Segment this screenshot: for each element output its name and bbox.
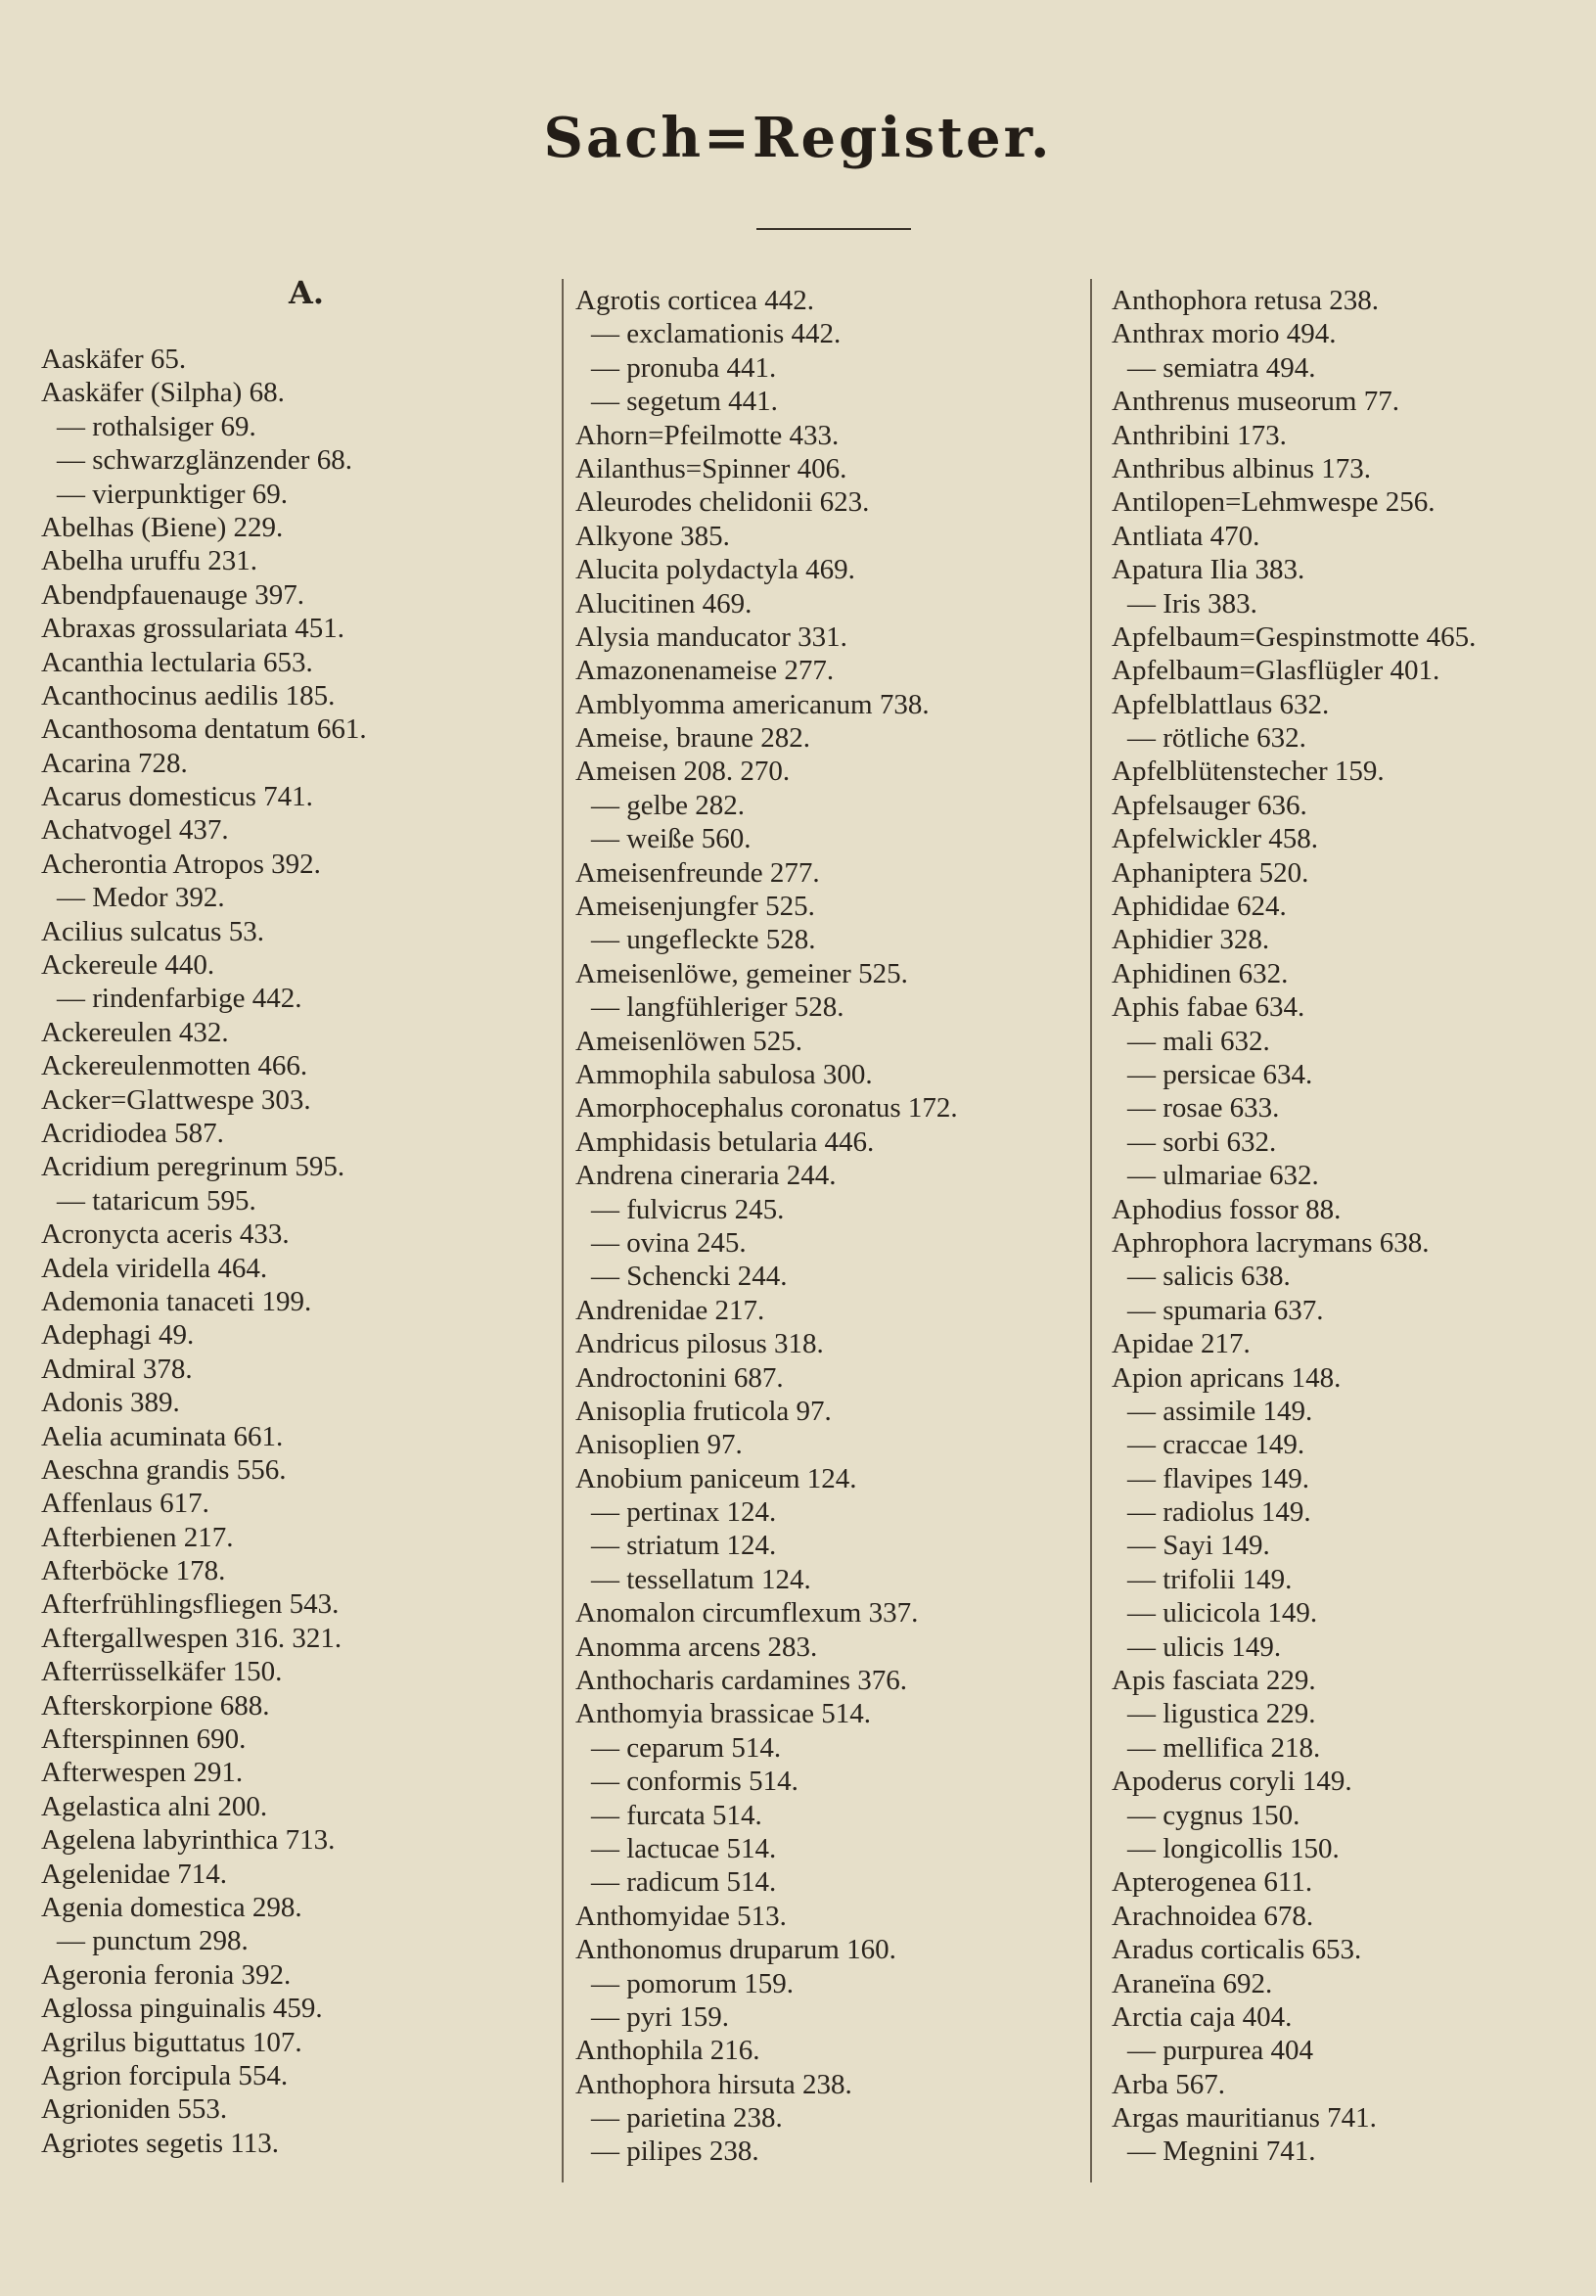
index-entry: Affenlaus 617.	[41, 1488, 209, 1520]
index-entry: — schwarzglänzender 68.	[57, 444, 352, 477]
index-entry: Arctia caja 404.	[1112, 2000, 1293, 2033]
index-entry: — Medor 392.	[57, 882, 225, 914]
index-entry: — flavipes 149.	[1127, 1462, 1310, 1494]
index-entry: Amblyomma americanum 738.	[575, 688, 930, 720]
index-entry: — ungefleckte 528.	[591, 924, 816, 956]
index-entry: Agenia domestica 298.	[41, 1891, 302, 1923]
index-entry: Arachnoidea 678.	[1112, 1900, 1314, 1932]
index-entry: — pilipes 238.	[591, 2135, 759, 2168]
index-entry: Afterböcke 178.	[41, 1555, 226, 1587]
index-entry: Anthribus albinus 173.	[1112, 452, 1372, 484]
index-entry: — rötliche 632.	[1127, 722, 1306, 755]
index-entry: — trifolii 149.	[1127, 1563, 1293, 1595]
index-entry: — segetum 441.	[591, 386, 778, 418]
index-entry: — tessellatum 124.	[591, 1563, 811, 1595]
column-divider-1	[562, 279, 564, 2182]
index-entry: Apatura Ilia 383.	[1112, 554, 1305, 586]
index-entry: — Iris 383.	[1127, 587, 1257, 620]
index-entry: Antilopen=Lehmwespe 256.	[1112, 486, 1436, 519]
index-entry: Anomma arcens 283.	[575, 1630, 818, 1663]
index-entry: — rindenfarbige 442.	[57, 983, 302, 1015]
index-entry: Apfelsauger 636.	[1112, 789, 1307, 821]
index-entry: Anthrax morio 494.	[1112, 318, 1337, 350]
index-entry: — lactucae 514.	[591, 1832, 777, 1864]
index-entry: — sorbi 632.	[1127, 1125, 1277, 1158]
index-entry: Aphidier 328.	[1112, 924, 1270, 956]
index-entry: Acanthocinus aedilis 185.	[41, 679, 336, 712]
index-entry: — ulmariae 632.	[1127, 1160, 1319, 1192]
index-entry: Afterbienen 217.	[41, 1521, 234, 1553]
index-entry: Ackereulen 432.	[41, 1016, 229, 1048]
index-entry: — assimile 149.	[1127, 1395, 1313, 1427]
index-entry: — striatum 124.	[591, 1530, 777, 1562]
index-entry: Aphaniptera 520.	[1112, 856, 1309, 889]
index-entry: Argas mauritianus 741.	[1112, 2102, 1377, 2135]
index-entry: Andrenidae 217.	[575, 1294, 765, 1326]
index-entry: — ulicicola 149.	[1127, 1597, 1318, 1630]
index-entry: Afterfrühlingsfliegen 543.	[41, 1588, 340, 1621]
index-entry: Alysia manducator 331.	[575, 620, 847, 653]
index-entry: Aftergallwespen 316. 321.	[41, 1622, 342, 1654]
index-entry: — pertinax 124.	[591, 1496, 777, 1529]
index-entry: Alucita polydactyla 469.	[575, 554, 855, 586]
index-entry: — ulicis 149.	[1127, 1630, 1282, 1663]
index-entry: — vierpunktiger 69.	[57, 478, 288, 510]
index-entry: Anthophila 216.	[575, 2035, 760, 2067]
index-entry: Ameisen 208. 270.	[575, 756, 791, 788]
index-column-3	[1112, 284, 1581, 2169]
index-entry: Adela viridella 464.	[41, 1252, 268, 1284]
index-entry: Ackereulenmotten 466.	[41, 1050, 308, 1082]
index-entry: Aphis fabae 634.	[1112, 991, 1305, 1024]
title-rule	[756, 228, 911, 230]
index-entry: Agelastica alni 200.	[41, 1790, 268, 1822]
index-entry: Apis fasciata 229.	[1112, 1665, 1316, 1697]
index-entry: — semiatra 494.	[1127, 351, 1316, 384]
index-entry: Anisoplia fruticola 97.	[575, 1395, 832, 1427]
index-entry: Aaskäfer 65.	[41, 344, 187, 375]
index-entry: Acronycta aceris 433.	[41, 1218, 290, 1251]
index-entry: — purpurea 404	[1127, 2035, 1314, 2067]
index-entry: Anthocharis cardamines 376.	[575, 1665, 908, 1697]
index-entry: Anthophora hirsuta 238.	[575, 2068, 852, 2100]
index-entry: — Megnini 741.	[1127, 2135, 1316, 2168]
index-entry: — punctum 298.	[57, 1925, 249, 1957]
index-entry: Alkyone 385.	[575, 520, 730, 552]
index-column-2	[575, 284, 1084, 2169]
index-entry: Afterwespen 291.	[41, 1757, 244, 1789]
index-entry: Apterogenea 611.	[1112, 1866, 1313, 1899]
index-entry: Agelena labyrinthica 713.	[41, 1824, 336, 1857]
index-entry: Agrion forcipula 554.	[41, 2059, 289, 2091]
index-entry: Anomalon circumflexum 337.	[575, 1597, 919, 1630]
index-entry: Aaskäfer (Silpha) 68.	[41, 377, 285, 409]
index-entry: Agelenidae 714.	[41, 1858, 228, 1890]
index-entry: Andrena cineraria 244.	[575, 1160, 837, 1192]
index-entry: Anisoplien 97.	[575, 1429, 743, 1461]
index-entry: Abendpfauenauge 397.	[41, 578, 304, 611]
index-entry: Araneïna 692.	[1112, 1967, 1273, 1999]
index-entry: — langfühleriger 528.	[591, 991, 844, 1024]
index-entry: Aleurodes chelidonii 623.	[575, 486, 870, 519]
index-entry: Anthophora retusa 238.	[1112, 285, 1380, 316]
index-entry: — rosae 633.	[1127, 1092, 1280, 1125]
index-entry: Adonis 389.	[41, 1387, 180, 1419]
index-entry: Ameisenjungfer 525.	[575, 891, 815, 923]
index-entry: Apion apricans 148.	[1112, 1361, 1342, 1394]
index-entry: — gelbe 282.	[591, 789, 746, 821]
index-entry: Apfelblütenstecher 159.	[1112, 756, 1385, 788]
index-entry: Achatvogel 437.	[41, 814, 229, 847]
index-entry: — parietina 238.	[591, 2102, 783, 2135]
index-entry: Andricus pilosus 318.	[575, 1328, 824, 1360]
index-entry: — exclamationis 442.	[591, 318, 842, 350]
index-entry: Ameisenlöwe, gemeiner 525.	[575, 957, 908, 989]
index-entry: Agrotis corticea 442.	[575, 285, 815, 316]
index-entry: Anobium paniceum 124.	[575, 1462, 857, 1494]
index-entry: — pyri 159.	[591, 2000, 729, 2033]
index-entry: Anthonomus druparum 160.	[575, 1934, 896, 1966]
index-entry: — longicollis 150.	[1127, 1832, 1340, 1864]
index-entry: Afterskorpione 688.	[41, 1689, 270, 1722]
index-entry: Ailanthus=Spinner 406.	[575, 452, 847, 484]
index-entry: Ahorn=Pfeilmotte 433.	[575, 419, 840, 451]
index-entry: — ceparum 514.	[591, 1731, 782, 1764]
index-entry: Apfelwickler 458.	[1112, 823, 1318, 855]
index-entry: Ageronia feronia 392.	[41, 1958, 292, 1991]
index-entry: Acarus domesticus 741.	[41, 781, 313, 813]
index-entry: Agrioniden 553.	[41, 2093, 228, 2126]
index-entry: — pronuba 441.	[591, 351, 777, 384]
index-entry: Acridiodea 587.	[41, 1117, 224, 1149]
index-entry: — Sayi 149.	[1127, 1530, 1270, 1562]
index-entry: Anthomyia brassicae 514.	[575, 1698, 872, 1730]
index-entry: Antliata 470.	[1112, 520, 1260, 552]
index-entry: Amorphocephalus coronatus 172.	[575, 1092, 958, 1125]
index-entry: — salicis 638.	[1127, 1261, 1291, 1293]
index-entry: Ademonia tanaceti 199.	[41, 1285, 312, 1317]
index-entry: — ovina 245.	[591, 1226, 747, 1259]
index-entry: Afterspinnen 690.	[41, 1723, 247, 1756]
index-entry: Apfelblattlaus 632.	[1112, 688, 1330, 720]
index-entry: Acarina 728.	[41, 747, 188, 779]
index-entry: Aphodius fossor 88.	[1112, 1193, 1342, 1225]
index-entry: Aeschna grandis 556.	[41, 1453, 287, 1486]
index-entry: Anthrenus museorum 77.	[1112, 386, 1399, 418]
index-entry: Apfelbaum=Gespinstmotte 465.	[1112, 620, 1477, 653]
page-title: Sach=Register.	[543, 106, 1053, 170]
index-entry: Adephagi 49.	[41, 1319, 195, 1352]
index-entry: Agriotes segetis 113.	[41, 2127, 279, 2159]
index-entry: — furcata 514.	[591, 1799, 762, 1831]
index-entry: Aphididae 624.	[1112, 891, 1287, 923]
index-entry: — pomorum 159.	[591, 1967, 795, 1999]
index-entry: Acherontia Atropos 392.	[41, 848, 321, 880]
index-entry: — craccae 149.	[1127, 1429, 1305, 1461]
index-entry: Admiral 378.	[41, 1353, 193, 1385]
index-column-1	[41, 343, 555, 2160]
index-entry: — conformis 514.	[591, 1766, 798, 1798]
index-entry: Ameisenfreunde 277.	[575, 856, 820, 889]
index-entry: — weiße 560.	[591, 823, 752, 855]
index-entry: — radicum 514.	[591, 1866, 777, 1899]
index-entry: — cygnus 150.	[1127, 1799, 1300, 1831]
index-entry: — mellifica 218.	[1127, 1731, 1321, 1764]
index-entry: — Schencki 244.	[591, 1261, 788, 1293]
index-entry: Amphidasis betularia 446.	[575, 1125, 875, 1158]
index-entry: — tataricum 595.	[57, 1184, 256, 1217]
column-divider-2	[1090, 279, 1092, 2182]
index-entry: Abelha uruffu 231.	[41, 545, 257, 577]
index-entry: Apfelbaum=Glasflügler 401.	[1112, 655, 1440, 687]
index-entry: Acridium peregrinum 595.	[41, 1151, 345, 1183]
index-entry: — persicae 634.	[1127, 1058, 1313, 1090]
index-entry: Androctonini 687.	[575, 1361, 784, 1394]
index-entry: Apoderus coryli 149.	[1112, 1766, 1352, 1798]
index-entry: Abelhas (Biene) 229.	[41, 511, 284, 543]
index-entry: Aphidinen 632.	[1112, 957, 1289, 989]
index-entry: Acanthosoma dentatum 661.	[41, 713, 367, 746]
section-letter: A.	[289, 274, 324, 311]
index-entry: Ameise, braune 282.	[575, 722, 810, 755]
index-entry: Ameisenlöwen 525.	[575, 1025, 802, 1057]
index-entry: — ligustica 229.	[1127, 1698, 1316, 1730]
index-entry: Afterrüsselkäfer 150.	[41, 1656, 283, 1688]
index-entry: — spumaria 637.	[1127, 1294, 1324, 1326]
index-entry: Anthomyidae 513.	[575, 1900, 787, 1932]
index-entry: Aradus corticalis 653.	[1112, 1934, 1362, 1966]
index-entry: — fulvicrus 245.	[591, 1193, 785, 1225]
index-entry: Arba 567.	[1112, 2068, 1225, 2100]
index-entry: Acanthia lectularia 653.	[41, 646, 313, 678]
index-entry: Alucitinen 469.	[575, 587, 752, 620]
index-entry: Apidae 217.	[1112, 1328, 1251, 1360]
index-entry: Ammophila sabulosa 300.	[575, 1058, 873, 1090]
index-entry: Agrilus biguttatus 107.	[41, 2026, 302, 2058]
index-entry: Aphrophora lacrymans 638.	[1112, 1226, 1430, 1259]
index-entry: Amazonenameise 277.	[575, 655, 835, 687]
index-entry: Ackereule 440.	[41, 949, 215, 982]
index-entry: Aelia acuminata 661.	[41, 1420, 284, 1452]
index-entry: Abraxas grossulariata 451.	[41, 613, 345, 645]
index-entry: — rothalsiger 69.	[57, 410, 256, 442]
index-entry: Acker=Glattwespe 303.	[41, 1083, 311, 1116]
index-entry: Anthribini 173.	[1112, 419, 1287, 451]
index-entry: Acilius sulcatus 53.	[41, 915, 264, 947]
index-entry: Aglossa pinguinalis 459.	[41, 1993, 323, 2025]
index-entry: — radiolus 149.	[1127, 1496, 1311, 1529]
index-entry: — mali 632.	[1127, 1025, 1270, 1057]
